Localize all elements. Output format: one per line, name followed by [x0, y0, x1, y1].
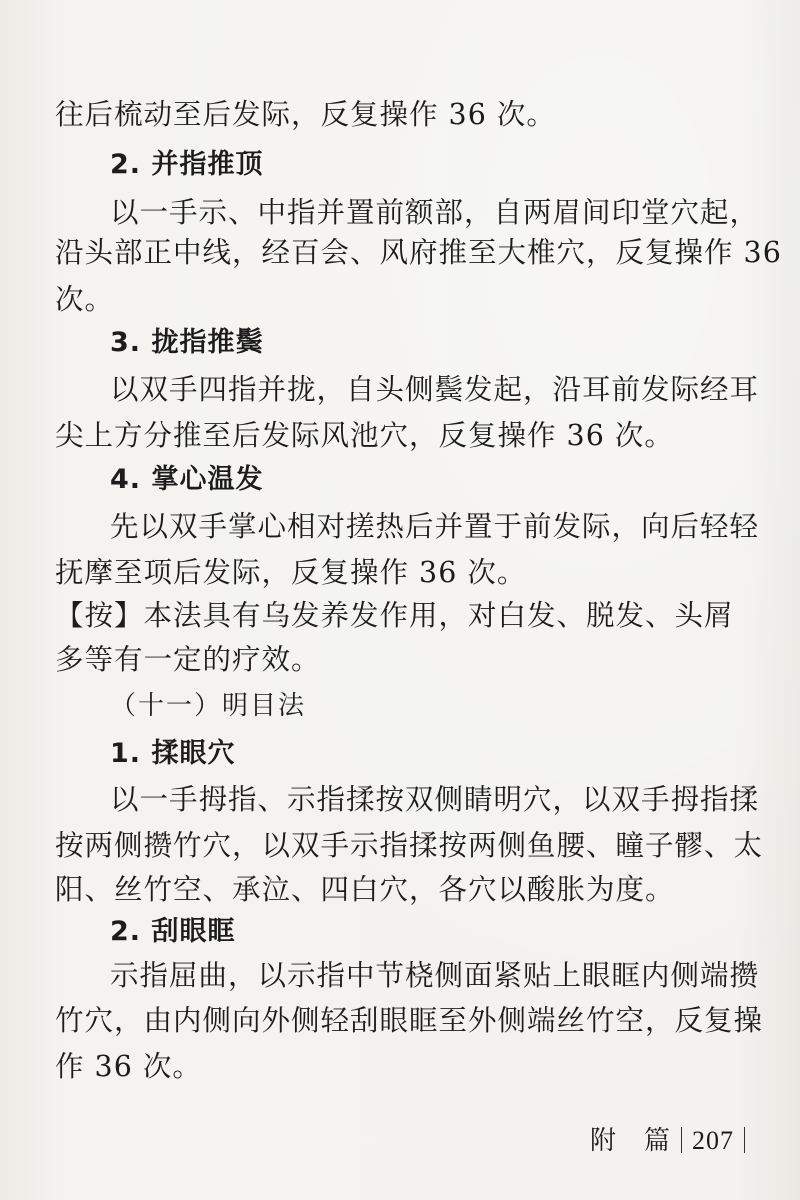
paragraph-line: 阳、丝竹空、承泣、四白穴，各穴以酸胀为度。 [55, 873, 675, 906]
section-heading-zhangxin-wenfa: 4. 掌心温发 [110, 464, 264, 495]
paragraph-line: 沿头部正中线，经百会、风府推至大椎穴，反复操作 36 [55, 236, 782, 269]
section-heading-bingzhi-tuiding: 2. 并指推顶 [110, 149, 264, 180]
footer-divider [744, 1127, 745, 1153]
page-footer [590, 1120, 755, 1157]
paragraph-line: 次。 [55, 283, 115, 316]
section-heading-rou-yanxue: 1. 揉眼穴 [110, 738, 236, 769]
paragraph-line: 以一手示、中指并置前额部，自两眉间印堂穴起， [110, 196, 760, 229]
paragraph-line: 抚摩至项后发际，反复操作 36 次。 [55, 556, 527, 589]
paragraph-line: 往后梳动至后发际，反复操作 36 次。 [55, 98, 556, 131]
paragraph-line: 以双手四指并拢，自头侧鬓发起，沿耳前发际经耳 [110, 373, 760, 406]
note-line: 多等有一定的疗效。 [55, 643, 321, 676]
paragraph-line: 先以双手掌心相对搓热后并置于前发际，向后轻轻 [110, 510, 760, 543]
section-heading-gua-yankuang: 2. 刮眼眶 [110, 916, 236, 947]
note-line: 【按】本法具有乌发养发作用，对白发、脱发、头屑 [55, 599, 734, 632]
footer-divider [681, 1127, 682, 1153]
paragraph-line: 以一手拇指、示指揉按双侧睛明穴，以双手拇指揉 [110, 783, 760, 816]
section-heading-longzhi-tuibin: 3. 拢指推鬓 [110, 327, 264, 358]
paragraph-line: 按两侧攒竹穴，以双手示指揉按两侧鱼腰、瞳子髎、太 [55, 829, 764, 862]
paragraph-line: 作 36 次。 [55, 1050, 202, 1083]
paragraph-line: 尖上方分推至后发际风池穴，反复操作 36 次。 [55, 419, 674, 452]
footer-section-label: 附 篇 [590, 1126, 672, 1156]
paragraph-line: 竹穴，由内侧向外侧轻刮眼眶至外侧端丝竹空，反复操 [55, 1004, 764, 1037]
subsection-heading-mingmufa: （十一）明目法 [110, 691, 307, 721]
paragraph-line: 示指屈曲，以示指中节桡侧面紧贴上眼眶内侧端攒 [110, 959, 760, 992]
page-number: 207 [692, 1126, 735, 1155]
